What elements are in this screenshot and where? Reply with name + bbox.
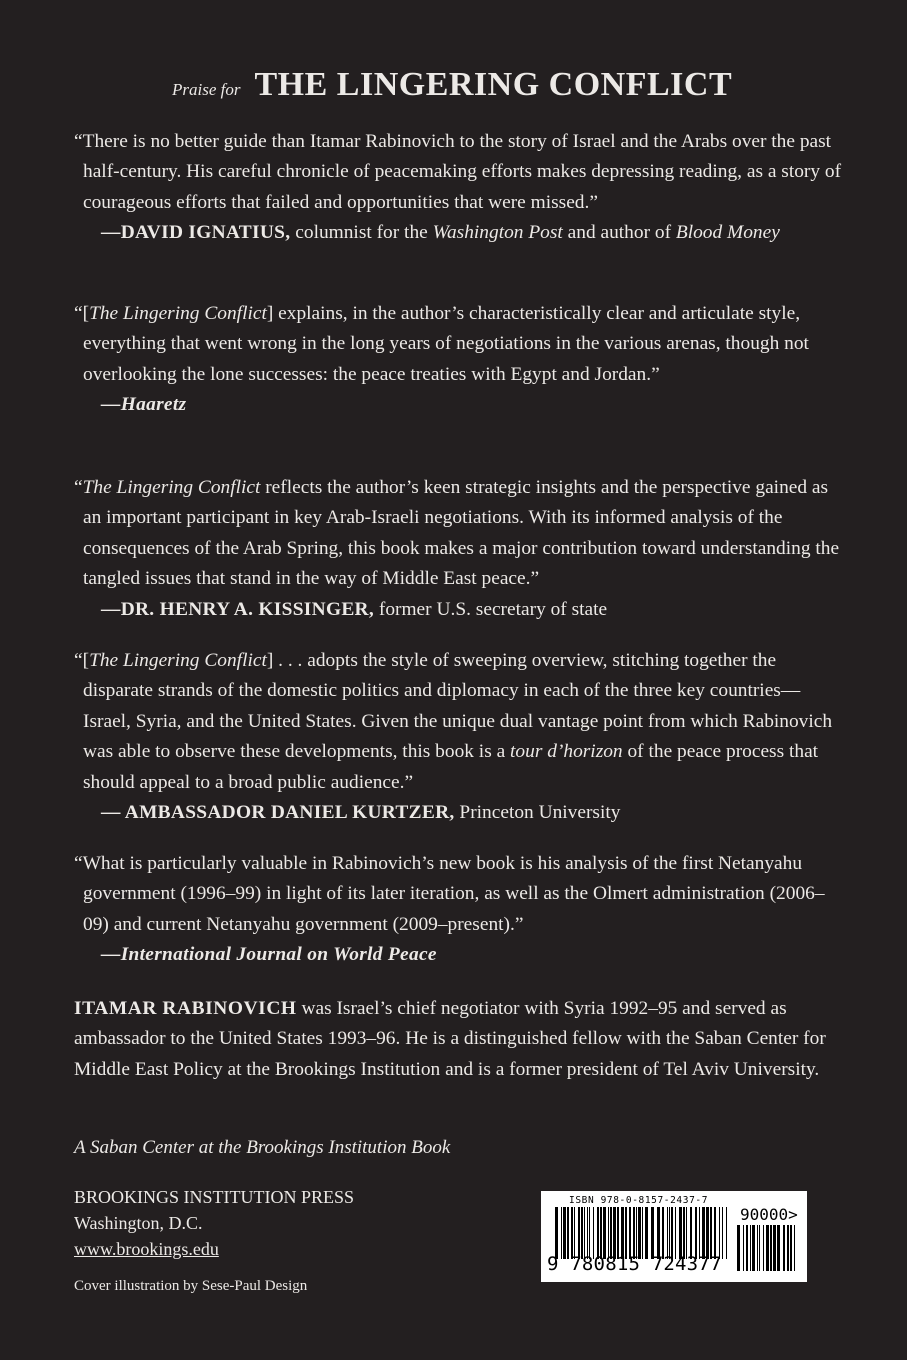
barcode-bar xyxy=(657,1207,660,1259)
ean-barcode-bars xyxy=(555,1207,730,1259)
barcode-bar xyxy=(783,1225,785,1271)
barcode-bar xyxy=(686,1207,687,1259)
attribution-book: Blood Money xyxy=(675,222,780,244)
barcode-bar xyxy=(667,1207,668,1259)
blurb-text xyxy=(74,299,844,390)
barcode-bar xyxy=(726,1207,727,1259)
blurb-attribution xyxy=(74,218,844,248)
barcode-bar xyxy=(752,1225,755,1271)
attribution-text: and author of xyxy=(562,222,676,244)
blurb-text-part: reflects the author’s keen strategic insights and the perspective gained as an important participant in key Arab-Israeli negotiations. With its informed analysis of the consequences of the Arab Spring, this book makes a major contribution toward understanding the tangled issues that stand in the way of Middle East peace.” xyxy=(83,477,840,590)
barcode-bar xyxy=(699,1207,700,1259)
blurb-haaretz xyxy=(74,299,844,421)
barcode-bar xyxy=(578,1207,580,1259)
cover-credit: Cover illustration by Sese-Paul Design xyxy=(74,1278,308,1294)
blurb-book-title: The Lingering Conflict xyxy=(82,477,261,498)
blurb-book-title: The Lingering Conflict xyxy=(89,303,267,324)
blurb-attribution xyxy=(74,798,844,828)
barcode-bar xyxy=(675,1207,676,1259)
barcode-bar xyxy=(662,1207,664,1259)
praise-heading xyxy=(172,66,732,104)
publisher-city: Washington, D.C. xyxy=(74,1213,203,1233)
barcode-bar xyxy=(763,1225,764,1271)
blurb-kissinger xyxy=(74,473,844,625)
barcode-bar xyxy=(589,1207,590,1259)
barcode-bar xyxy=(669,1207,670,1259)
blurb-text xyxy=(74,849,844,940)
attribution-text: columnist for the xyxy=(290,222,433,244)
attribution-name: —Haaretz xyxy=(101,394,187,416)
barcode-bar xyxy=(584,1207,585,1259)
blurb-attribution xyxy=(74,390,844,420)
barcode-bar xyxy=(671,1207,673,1259)
blurb-attribution xyxy=(74,940,844,970)
barcode-bar xyxy=(642,1207,643,1259)
blurb-text-part: of the peace process that should appeal to a broad public audience.” xyxy=(83,741,819,793)
blurb-text-part: “[ xyxy=(74,650,90,671)
barcode-bar xyxy=(621,1207,624,1259)
isbn-barcode xyxy=(541,1191,807,1282)
barcode-bar xyxy=(759,1225,760,1271)
barcode-bar xyxy=(690,1207,692,1259)
blurb-text-part: ] explains, in the author’s characteristically clear and articulate style, everything that went wrong in the long years of negotiations in the various arenas, though not overlooking the lone successes: the peace treaties with Egypt and Jordan.” xyxy=(83,303,809,385)
barcode-bar xyxy=(617,1207,619,1259)
barcode-bar xyxy=(737,1225,740,1271)
barcode-bar xyxy=(600,1207,602,1259)
barcode-bar xyxy=(787,1225,789,1271)
barcode-bar xyxy=(722,1207,723,1259)
attribution-name: — AMBASSADOR DANIEL KURTZER, xyxy=(101,802,455,824)
publisher-block xyxy=(74,1184,354,1262)
blurb-text-part: “There is no better guide than Itamar Rabinovich to the story of Israel and the Arabs over the past half-century. His careful chronicle of peacemaking efforts makes depressing reading, as a story of courageous efforts that failed and opportunities that were missed.” xyxy=(74,131,842,213)
barcode-bar xyxy=(714,1207,716,1259)
barcode-bar xyxy=(706,1207,709,1259)
price-code: 90000> xyxy=(740,1205,798,1224)
barcode-bar xyxy=(746,1225,748,1271)
barcode-bar xyxy=(636,1207,637,1259)
blurb-italic-phrase: tour d’horizon xyxy=(510,741,623,763)
barcode-bar xyxy=(581,1207,583,1259)
book-title: THE LINGERING CONFLICT xyxy=(254,66,733,103)
author-bio-text: was Israel’s chief negotiator with Syria 1992–95 and served as ambassador to the United States 1993–96. He is a distinguished fellow with the Saban Center for Middle East Policy at the Brookings Institution and is a former president of Tel Aviv University. xyxy=(74,998,826,1080)
barcode-bar xyxy=(633,1207,635,1259)
barcode-bar xyxy=(638,1207,641,1259)
blurb-text-part: “[ xyxy=(74,303,90,324)
barcode-bar xyxy=(695,1207,697,1259)
publisher-name: BROOKINGS INSTITUTION PRESS xyxy=(74,1187,355,1207)
ean-digits: 9 780815 724377 xyxy=(547,1253,722,1275)
addon-barcode-bars xyxy=(737,1225,797,1271)
barcode-bar xyxy=(563,1207,566,1259)
attribution-publication: Washington Post xyxy=(432,222,563,244)
barcode-bar xyxy=(567,1207,569,1259)
barcode-bar xyxy=(766,1225,769,1271)
barcode-bar xyxy=(757,1225,758,1271)
series-line: A Saban Center at the Brookings Institution Book xyxy=(74,1137,451,1158)
barcode-bar xyxy=(702,1207,705,1259)
blurb-ignatius xyxy=(74,127,844,249)
blurb-kurtzer xyxy=(74,646,844,828)
blurb-text xyxy=(74,127,844,218)
blurb-text-part: “What is particularly valuable in Rabinovich’s new book is his analysis of the first Netanyahu government (1996–99) in light of its later iteration, as well as the Olmert administration (2006–09) and current Netanyahu government (2009–present).” xyxy=(74,853,825,935)
barcode-bar xyxy=(587,1207,588,1259)
barcode-bar xyxy=(625,1207,627,1259)
author-name: ITAMAR RABINOVICH xyxy=(74,998,297,1019)
barcode-bar xyxy=(790,1225,792,1271)
blurb-text xyxy=(74,646,844,798)
author-bio xyxy=(74,994,844,1085)
publisher-website-link[interactable]: www.brookings.edu xyxy=(74,1239,219,1259)
blurb-text-part: “ xyxy=(74,477,83,498)
barcode-bar xyxy=(613,1207,616,1259)
barcode-bar xyxy=(561,1207,562,1259)
barcode-bar xyxy=(645,1207,648,1259)
barcode-bar xyxy=(679,1207,682,1259)
barcode-bar xyxy=(651,1207,654,1259)
blurb-attribution xyxy=(74,595,844,625)
barcode-bar xyxy=(597,1207,599,1259)
barcode-bar xyxy=(608,1207,609,1259)
barcode-bar xyxy=(750,1225,751,1271)
barcode-bar xyxy=(794,1225,795,1271)
barcode-bar xyxy=(719,1207,720,1259)
barcode-bar xyxy=(593,1207,594,1259)
barcode-bar xyxy=(683,1207,685,1259)
barcode-bar xyxy=(773,1225,776,1271)
barcode-bar xyxy=(603,1207,606,1259)
barcode-bar xyxy=(629,1207,631,1259)
attribution-name: —International Journal on World Peace xyxy=(101,944,437,966)
praise-for-label: Praise for xyxy=(172,80,241,99)
attribution-text: Princeton University xyxy=(454,802,621,824)
blurb-journal xyxy=(74,849,844,971)
barcode-bar xyxy=(770,1225,772,1271)
attribution-text: former U.S. secretary of state xyxy=(374,598,608,620)
barcode-bar xyxy=(743,1225,744,1271)
barcode-bar xyxy=(571,1207,573,1259)
isbn-label: ISBN 978-0-8157-2437-7 xyxy=(569,1195,709,1206)
blurb-text-part: ] . . . adopts the style of sweeping overview, stitching together the disparate strands of the domestic politics and diplomacy in each of the three key countries—Israel, Syria, and the United States. Given the unique dual vantage point from which Rabinovich was able to observe these developments, this book is a xyxy=(83,650,833,763)
attribution-name: —DR. HENRY A. KISSINGER, xyxy=(101,598,375,620)
barcode-bar xyxy=(574,1207,575,1259)
attribution-name: —DAVID IGNATIUS, xyxy=(101,222,291,244)
blurb-text xyxy=(74,473,844,595)
barcode-bar xyxy=(555,1207,558,1259)
blurb-book-title: The Lingering Conflict xyxy=(89,650,267,671)
barcode-bar xyxy=(710,1207,712,1259)
barcode-bar xyxy=(777,1225,780,1271)
barcode-bar xyxy=(610,1207,612,1259)
